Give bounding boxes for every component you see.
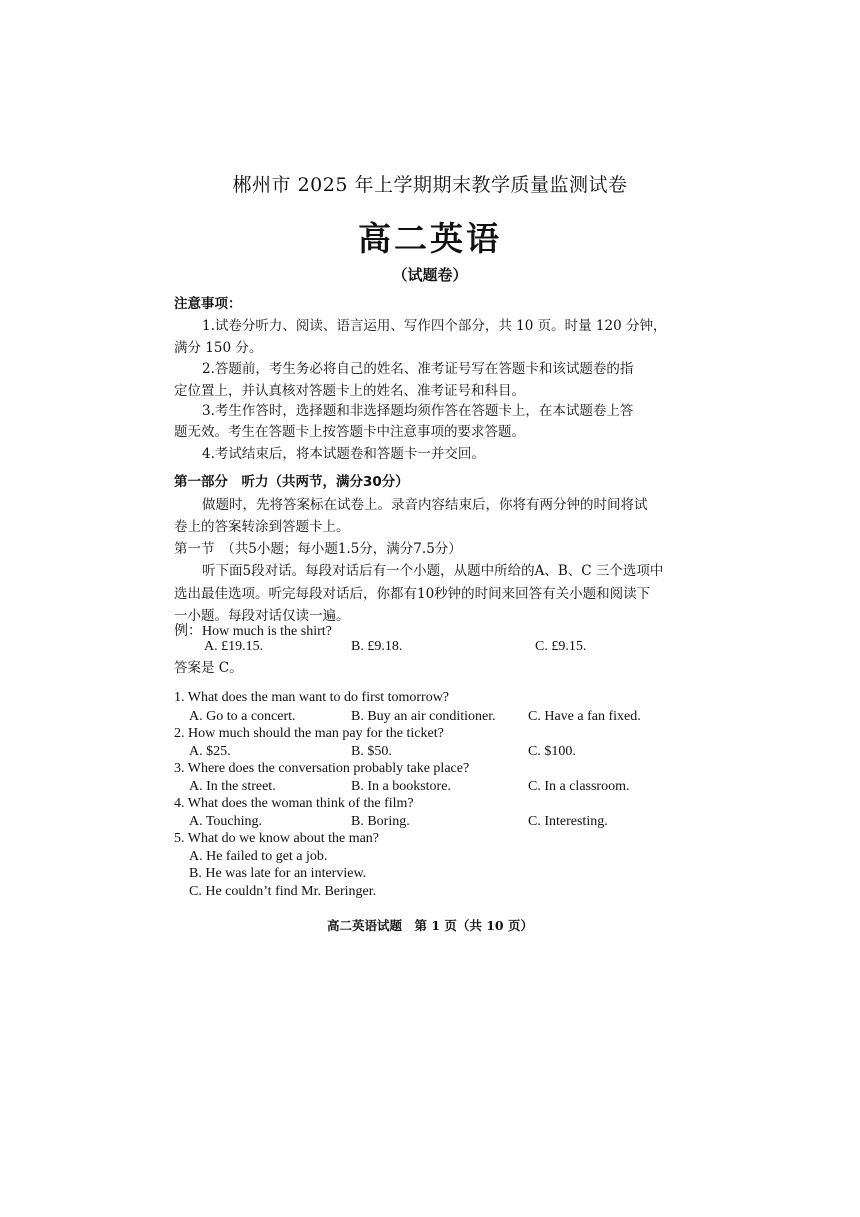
exam-title: 郴州市 2025 年上学期期末教学质量监测试卷 <box>232 174 628 196</box>
question-3: 3. Where does the conversation probably take place? <box>174 761 470 776</box>
notes-line: 4.考试结束后，将本试题卷和答题卡一并交回。 <box>202 446 485 462</box>
subject-title: 高二英语 <box>358 219 502 258</box>
example-option-a: A. £19.15. <box>204 639 264 654</box>
q4-option-b: B. Boring. <box>351 814 410 829</box>
notes-line: 定位置上，并认真核对答题卡上的姓名、准考证号和科目。 <box>174 383 525 399</box>
q4-option-a: A. Touching. <box>189 814 263 829</box>
paper-type: （试题卷） <box>392 266 468 284</box>
q5-option-b: B. He was late for an interview. <box>189 866 367 881</box>
section1-intro-line: 听下面5段对话。每段对话后有一个小题，从题中所给的A、B、C 三个选项中 <box>202 563 664 579</box>
question-2: 2. How much should the man pay for the ticket? <box>174 726 444 741</box>
question-5: 5. What do we know about the man? <box>174 831 380 846</box>
section1-intro-line: 一小题。每段对话仅读一遍。 <box>174 608 350 624</box>
question-1: 1. What does the man want to do first tomorrow? <box>174 690 450 705</box>
notes-line: 满分 150 分。 <box>174 340 263 356</box>
example-option-c: C. £9.15. <box>535 639 587 654</box>
q4-option-c: C. Interesting. <box>528 814 608 829</box>
q1-option-c: C. Have a fan fixed. <box>528 709 641 724</box>
part1-heading: 第一部分 听力（共两节，满分30分） <box>174 474 409 490</box>
q2-option-c: C. $100. <box>528 744 576 759</box>
part1-intro-line: 卷上的答案转涂到答题卡上。 <box>174 519 350 535</box>
example-option-b: B. £9.18. <box>351 639 403 654</box>
notes-heading: 注意事项： <box>174 296 242 312</box>
q1-option-b: B. Buy an air conditioner. <box>351 709 496 724</box>
q3-option-a: A. In the street. <box>189 779 276 794</box>
question-4: 4. What does the woman think of the film? <box>174 796 414 811</box>
section1-intro-line: 选出最佳选项。听完每段对话后，你都有10秒钟的时间来回答有关小题和阅读下 <box>174 586 651 602</box>
q5-option-a: A. He failed to get a job. <box>189 849 328 864</box>
notes-line: 题无效。考生在答题卡上按答题卡中注意事项的要求答题。 <box>174 424 525 440</box>
q3-option-c: C. In a classroom. <box>528 779 630 794</box>
notes-line: 1.试卷分听力、阅读、语言运用、写作四个部分，共 10 页。时量 120 分钟， <box>202 318 667 334</box>
q2-option-a: A. $25. <box>189 744 231 759</box>
example-question: 例：How much is the shirt? <box>174 624 332 639</box>
page-footer: 高二英语试题 第 1 页（共 10 页） <box>326 918 533 933</box>
q1-option-a: A. Go to a concert. <box>189 709 296 724</box>
section1-heading: 第一节 （共5小题；每小题1.5分，满分7.5分） <box>174 541 462 557</box>
notes-line: 3.考生作答时，选择题和非选择题均须作答在答题卡上，在本试题卷上答 <box>202 403 634 419</box>
q2-option-b: B. $50. <box>351 744 392 759</box>
part1-intro-line: 做题时，先将答案标在试卷上。录音内容结束后，你将有两分钟的时间将试 <box>202 497 648 513</box>
notes-line: 2.答题前，考生务必将自己的姓名、准考证号写在答题卡和该试题卷的指 <box>202 361 634 377</box>
q3-option-b: B. In a bookstore. <box>351 779 451 794</box>
example-answer: 答案是 C。 <box>174 660 243 676</box>
q5-option-c: C. He couldn’t find Mr. Beringer. <box>189 884 377 899</box>
